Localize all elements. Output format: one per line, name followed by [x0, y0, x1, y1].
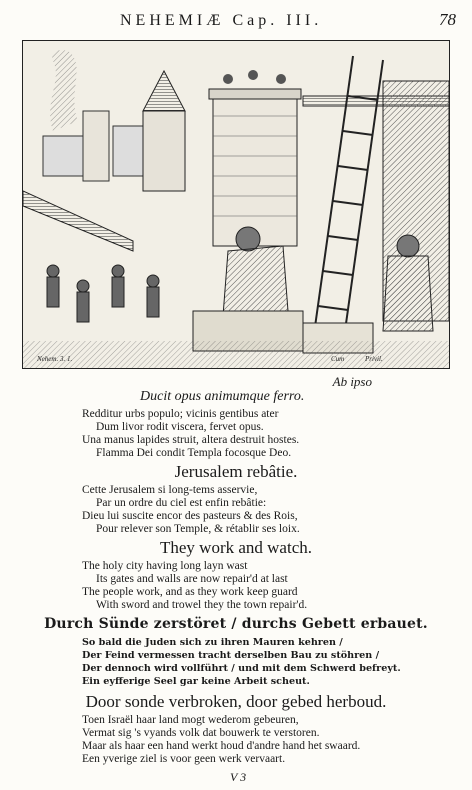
latin-line-1: Redditur urbs populo; vicinis gentibus ater [82, 408, 279, 420]
english-line-2: Its gates and walls are now repair'd at last [96, 573, 288, 585]
motto-text: Ducit opus animumque ferro. [140, 389, 305, 404]
latin-line-2: Dum livor rodit viscera, fervet opus. [96, 421, 264, 433]
english-heading: They work and watch. [159, 538, 312, 557]
german-line-4: Ein eyfferige Seel gar keine Arbeit scheut. [82, 676, 310, 687]
dutch-line-4: Een yverige ziel is voor geen werk vervaart. [82, 753, 286, 765]
running-head-title: NEHEMIÆ Cap. III. [120, 12, 323, 29]
running-head [0, 12, 472, 36]
dutch-heading: Door sonde verbroken, door gebed herboud. [85, 692, 387, 711]
french-line-3: Dieu lui suscite encor des pasteurs & des Rois, [82, 510, 298, 522]
german-heading: Durch Sünde zerstöret / durchs Gebett erbauet. [44, 616, 428, 632]
page-number: 78 [439, 10, 456, 29]
engraving-caption-cum: Cum [331, 355, 345, 363]
latin-line-3: Una manus lapides struit, altera destruit hostes. [82, 434, 300, 446]
dutch-line-3: Maar als haar een hand werkt houd d'andre hand het swaard. [82, 740, 361, 752]
engraving-caption-privil: Privil. [365, 355, 383, 363]
french-heading: Jerusalem rebâtie. [174, 462, 298, 481]
engraving-caption-left: Nehem. 3. 1. [37, 355, 73, 363]
german-line-3: Der dennoch wird vollführt / und mit dem Schwerd befreyt. [82, 663, 401, 674]
signature-mark: V 3 [230, 770, 247, 784]
german-line-1: So bald die Juden sich zu ihren Mauren kehren / [82, 637, 343, 648]
engraving-illustration [22, 40, 450, 369]
motto-source: Ab ipso [332, 374, 372, 389]
dutch-line-1: Toen Israël haar land mogt wederom gebeuren, [82, 714, 299, 726]
german-line-2: Der Feind vermessen tracht derselben Bau zu stöhren / [82, 650, 380, 661]
french-line-2: Par un ordre du ciel est enfin rebâtie: [96, 497, 267, 509]
latin-line-4: Flamma Dei condit Templa focosque Deo. [96, 447, 292, 459]
english-line-1: The holy city having long layn wast [82, 560, 248, 572]
french-line-4: Pour relever son Temple, & rétablir ses loix. [96, 523, 300, 535]
english-line-3: The people work, and as they work keep guard [82, 586, 298, 598]
english-line-4: With sword and trowel they the town repair'd. [96, 599, 308, 611]
french-line-1: Cette Jerusalem si long-tems asservie, [82, 484, 258, 496]
dutch-line-2: Vermat sig 's vyands volk dat bouwerk te verstoren. [82, 727, 320, 739]
